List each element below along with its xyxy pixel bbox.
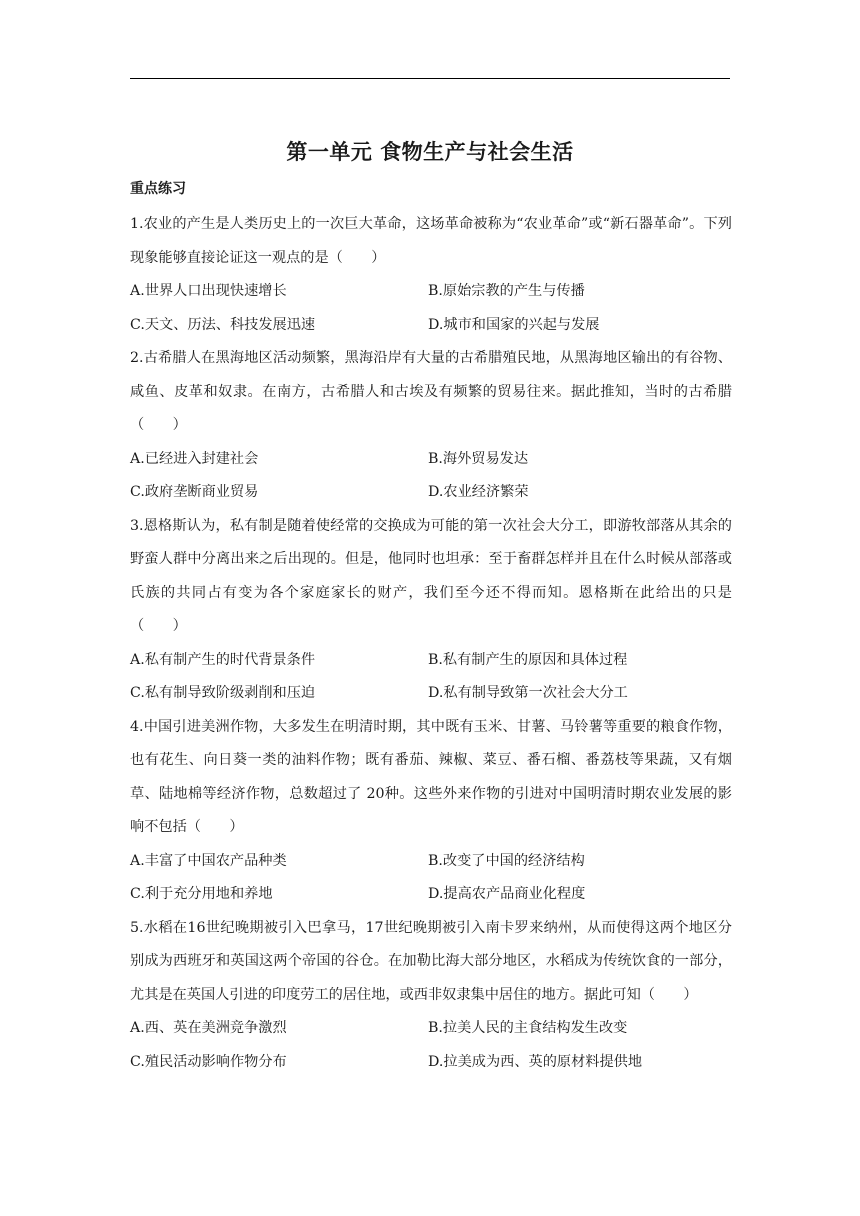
option-b: B.拉美人民的主食结构发生改变 (428, 1020, 628, 1036)
option-d: D.城市和国家的兴起与发展 (428, 316, 600, 333)
question-stem: 5.水稻在16世纪晚期被引入巴拿马，17世纪晚期被引入南卡罗来纳州，从而使得这两个地区分别成为西班牙和英国这两个帝国的谷仓。在加勒比海大部分地区，水稻成为传统饮食的一部分，尤其是在英国人引进的印度劳工的居住地，或西非奴隶集中居住的地方。据此可知（ ） (130, 919, 732, 1003)
question-4 (130, 711, 732, 912)
option-a: A.世界人口出现快速增长 (130, 283, 287, 299)
option-b: B.改变了中国的经济结构 (428, 852, 585, 869)
question-3 (130, 510, 732, 711)
question-2 (130, 342, 732, 510)
option-c: C.私有制导致阶级剥削和压迫 (130, 685, 316, 701)
question-stem: 3.恩格斯认为，私有制是随着使经常的交换成为可能的第一次社会大分工，即游牧部落从其余的野蛮人群中分离出来之后出现的。但是，他同时也坦承：至于畜群怎样并且在什么时候从部落或氏族的共同占有变为各个家庭家长的财产，我们至今还不得而知。恩格斯在此给出的只是（ ） (130, 517, 732, 634)
question-stem: 1.农业的产生是人类历史上的一次巨大革命，这场革命被称为“农业革命”或“新石器革命”。下列现象能够直接论证这一观点的是（ ） (130, 216, 732, 266)
option-d: D.私有制导致第一次社会大分工 (428, 685, 628, 701)
question-list (130, 208, 732, 1079)
option-b: B.海外贸易发达 (428, 450, 529, 467)
option-c: C.政府垄断商业贸易 (130, 484, 259, 500)
option-b: B.私有制产生的原因和具体过程 (428, 651, 628, 668)
question-1 (130, 208, 732, 342)
header-rule (130, 78, 730, 79)
option-c: C.天文、历法、科技发展迅速 (130, 316, 316, 333)
section-heading: 重点练习 (130, 181, 186, 197)
question-stem: 2.古希腊人在黑海地区活动频繁，黑海沿岸有大量的古希腊殖民地，从黑海地区输出的有谷物、咸鱼、皮革和奴隶。在南方，古希腊人和古埃及有频繁的贸易往来。据此推知，当时的古希腊（ ） (130, 350, 732, 433)
page-title: 第一单元 食物生产与社会生活 (286, 140, 574, 164)
option-b: B.原始宗教的产生与传播 (428, 283, 585, 299)
option-a: A.西、英在美洲竞争激烈 (130, 1020, 287, 1036)
option-d: D.农业经济繁荣 (428, 484, 529, 500)
option-c: C.利于充分用地和养地 (130, 886, 273, 902)
option-d: D.提高农产品商业化程度 (428, 886, 586, 902)
option-a: A.私有制产生的时代背景条件 (130, 651, 316, 668)
question-stem: 4.中国引进美洲作物，大多发生在明清时期，其中既有玉米、甘薯、马铃薯等重要的粮食作物，也有花生、向日葵一类的油料作物；既有番茄、辣椒、菜豆、番石榴、番荔枝等果蔬，又有烟草、陆地棉等经济作物，总数超过了 20种。这些外来作物的引进对中国明清时期农业发展的影响不包括（ ） (130, 718, 732, 835)
option-a: A.丰富了中国农产品种类 (130, 852, 287, 869)
option-a: A.已经进入封建社会 (130, 450, 259, 467)
question-5 (130, 912, 732, 1080)
option-d: D.拉美成为西、英的原材料提供地 (428, 1053, 643, 1070)
option-c: C.殖民活动影响作物分布 (130, 1053, 287, 1070)
